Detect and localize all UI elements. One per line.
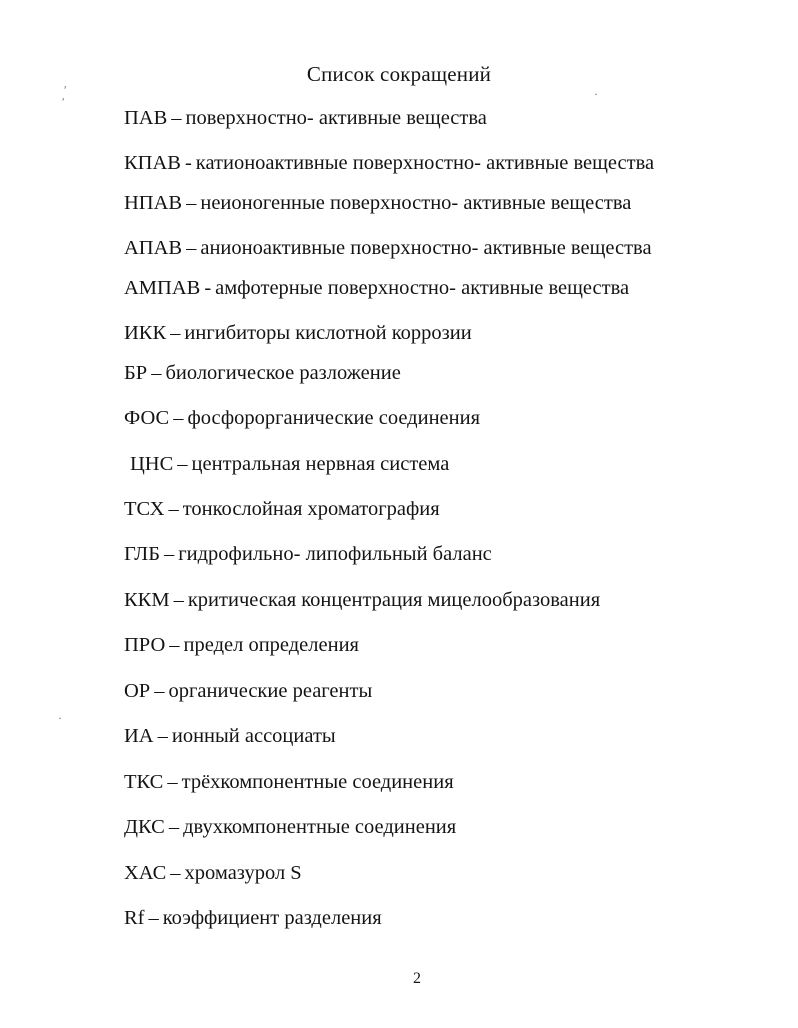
scan-speck: ʹ: [62, 95, 65, 109]
abbreviation-separator: –: [169, 634, 180, 656]
abbreviation-definition: биологическое разложение: [165, 362, 401, 384]
abbreviation-item: [124, 770, 454, 794]
page-number: 2: [413, 970, 421, 987]
abbreviation-definition: двухкомпонентные соединения: [183, 816, 457, 838]
abbreviation-definition: фосфорорганические соединения: [187, 407, 481, 429]
abbreviation-definition: тонкослойная хроматография: [182, 498, 440, 520]
abbreviation-separator: –: [170, 862, 181, 884]
abbreviation-term: ЦНС: [130, 453, 174, 475]
abbreviation-separator: –: [168, 816, 180, 838]
abbreviation-item: [124, 542, 492, 566]
abbreviation-separator: –: [170, 322, 181, 344]
abbreviation-separator: –: [167, 771, 178, 793]
scan-speck: ·: [58, 711, 62, 725]
abbreviation-item: [124, 106, 487, 130]
abbreviation-definition: анионоактивные поверхностно- активные вещества: [200, 237, 652, 259]
abbreviation-term: ТКС: [124, 771, 164, 793]
abbreviation-separator: –: [186, 237, 197, 259]
abbreviation-item: [124, 406, 480, 430]
abbreviation-term: ИА: [124, 725, 154, 747]
abbreviation-definition: критическая концентрация мицелообразования: [187, 589, 601, 611]
abbreviation-separator: –: [148, 907, 159, 929]
abbreviation-separator: –: [157, 725, 168, 747]
abbreviation-definition: хромазурол S: [184, 862, 302, 884]
abbreviation-separator: –: [151, 362, 162, 384]
abbreviation-item: [124, 497, 440, 521]
abbreviation-item: [124, 191, 631, 215]
abbreviation-separator: –: [154, 680, 165, 702]
abbreviation-separator: –: [186, 192, 197, 214]
abbreviation-term: АМПАВ: [124, 277, 201, 299]
abbreviation-term: ПАВ: [124, 107, 168, 129]
abbreviation-definition: ингибиторы кислотной коррозии: [184, 322, 472, 344]
abbreviation-definition: поверхностно- активные вещества: [185, 107, 487, 129]
abbreviation-separator: –: [168, 498, 179, 520]
abbreviation-term: ДКС: [124, 816, 165, 838]
abbreviation-definition: трёхкомпонентные соединения: [181, 771, 454, 793]
abbreviation-definition: гидрофильно- липофильный баланс: [178, 543, 492, 565]
abbreviation-term: ХАС: [124, 862, 167, 884]
abbreviation-item: [124, 236, 652, 260]
abbreviation-definition: органические реагенты: [168, 680, 373, 702]
abbreviation-item: [124, 321, 472, 345]
abbreviation-term: ФОС: [124, 407, 170, 429]
abbreviation-term: ККМ: [124, 589, 170, 611]
scan-speck: ʹ: [64, 83, 67, 97]
abbreviation-item: [124, 633, 359, 657]
abbreviation-definition: катионоактивные поверхностно- активные вещества: [195, 152, 655, 174]
abbreviation-separator: –: [164, 543, 175, 565]
abbreviation-separator: –: [171, 107, 182, 129]
abbreviation-item: [124, 276, 629, 300]
abbreviation-term: БР: [124, 362, 148, 384]
abbreviation-item: [124, 815, 456, 839]
abbreviation-term: ОР: [124, 680, 151, 702]
abbreviation-item: [124, 361, 401, 385]
abbreviation-term: ИКК: [124, 322, 167, 344]
abbreviation-term: НПАВ: [124, 192, 183, 214]
abbreviation-term: ТСХ: [124, 498, 165, 520]
abbreviation-item: [124, 724, 336, 748]
abbreviation-separator: –: [173, 407, 184, 429]
abbreviation-definition: амфотерные поверхностно- активные вещества: [215, 277, 630, 299]
abbreviation-item: [130, 452, 449, 476]
abbreviation-separator: -: [204, 277, 212, 299]
abbreviation-item: [124, 679, 372, 703]
abbreviation-term: ГЛБ: [124, 543, 160, 565]
abbreviation-definition: предел определения: [183, 634, 359, 656]
abbreviation-definition: центральная нервная система: [191, 453, 450, 475]
abbreviation-item: [124, 906, 382, 930]
page-title: Список сокращений: [306, 62, 492, 86]
abbreviation-term: Rf: [124, 907, 145, 929]
scan-speck: ·: [594, 87, 598, 101]
abbreviation-item: [124, 861, 302, 885]
abbreviation-separator: -: [184, 152, 192, 174]
abbreviation-term: АПАВ: [124, 237, 183, 259]
abbreviation-item: [124, 151, 654, 175]
abbreviation-definition: ионный ассоциаты: [171, 725, 336, 747]
abbreviation-term: КПАВ: [124, 152, 181, 174]
abbreviation-separator: –: [177, 453, 188, 475]
abbreviation-term: ПРО: [124, 634, 166, 656]
abbreviation-definition: коэффициент разделения: [162, 907, 382, 929]
abbreviation-item: [124, 588, 600, 612]
abbreviation-definition: неионогенные поверхностно- активные вещества: [200, 192, 632, 214]
abbreviation-separator: –: [173, 589, 184, 611]
